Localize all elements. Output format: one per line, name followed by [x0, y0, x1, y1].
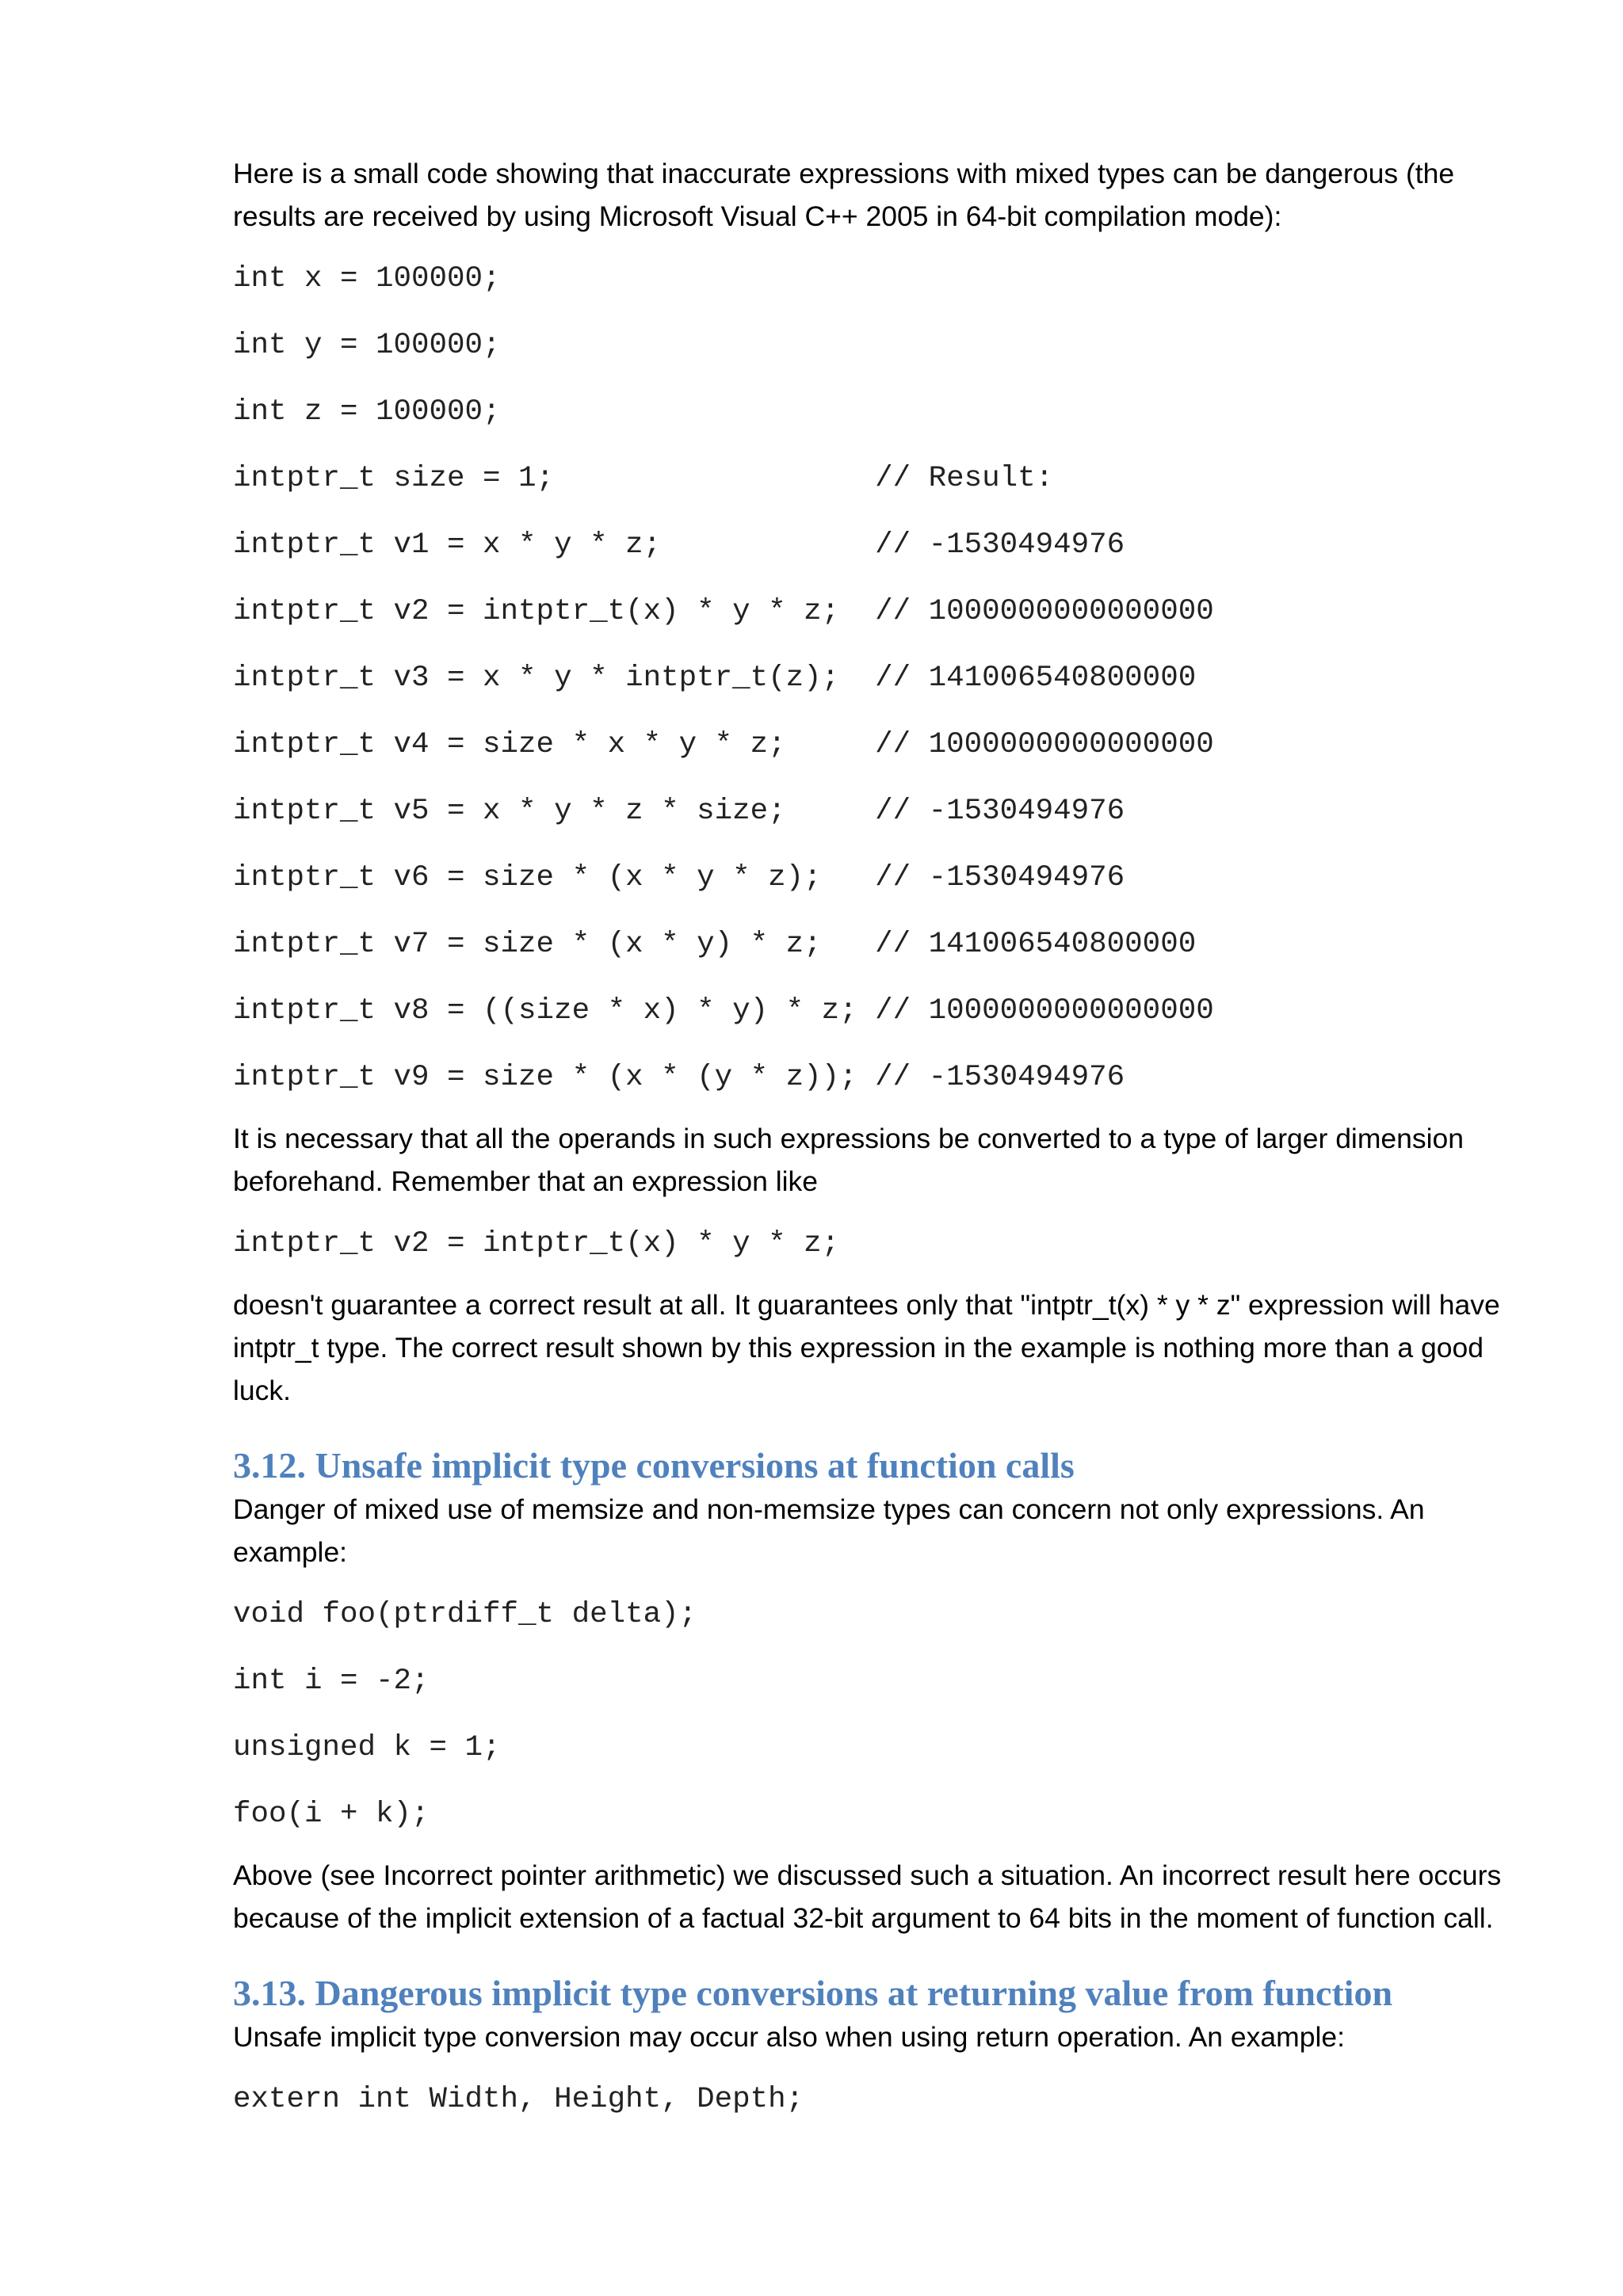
code-line: unsigned k = 1;: [233, 1731, 501, 1764]
code-line: intptr_t v2 = intptr_t(x) * y * z; // 1000000000000000: [233, 595, 1214, 628]
code-line: intptr_t v4 = size * x * y * z; // 1000000000000000: [233, 728, 1214, 761]
paragraph-return: Unsafe implicit type conversion may occur also when using return operation. An example:: [233, 2021, 1345, 2053]
code-line: intptr_t v7 = size * (x * y) * z; // 141006540800000: [233, 928, 1197, 961]
code-line: int x = 100000;: [233, 262, 501, 296]
code-line: intptr_t v8 = ((size * x) * y) * z; // 1000000000000000: [233, 994, 1214, 1028]
paragraph-operands: It is necessary that all the operands in such expressions be converted to a type of larger dimension beforehand. Remember that an expression like: [233, 1123, 1465, 1197]
document-page: [233, 152, 1533, 2117]
code-block-function-call: [233, 1597, 1533, 1832]
intro-paragraph: Here is a small code showing that inaccurate expressions with mixed types can be dangerous (the results are received by using Microsoft Visual C++ 2005 in 64-bit compilation mode):: [233, 158, 1455, 232]
code-line: intptr_t v1 = x * y * z; // -1530494976: [233, 528, 1125, 562]
code-line: intptr_t v3 = x * y * intptr_t(z); // 141006540800000: [233, 662, 1197, 695]
code-block-extern: [233, 2082, 1533, 2117]
code-line: intptr_t size = 1; // Result:: [233, 462, 1054, 495]
code-block-expression: [233, 1226, 1533, 1261]
code-line: intptr_t v6 = size * (x * y * z); // -1530494976: [233, 861, 1125, 894]
code-line: void foo(ptrdiff_t delta);: [233, 1598, 697, 1631]
section-heading-3-13: 3.13. Dangerous implicit type conversions at returning value from function: [233, 1973, 1393, 2013]
paragraph-danger: Danger of mixed use of memsize and non-memsize types can concern not only expressions. An example:: [233, 1493, 1425, 1568]
code-line: foo(i + k);: [233, 1798, 430, 1831]
code-line: intptr_t v2 = intptr_t(x) * y * z;: [233, 1227, 840, 1261]
code-block-mixed-types: [233, 261, 1533, 1095]
code-line: int z = 100000;: [233, 395, 501, 429]
code-line: extern int Width, Height, Depth;: [233, 2083, 804, 2116]
section-heading-3-12: 3.12. Unsafe implicit type conversions at function calls: [233, 1445, 1075, 1486]
paragraph-guarantee: doesn't guarantee a correct result at all. It guarantees only that "intptr_t(x) * y * z" expression will have intptr_t type. The correct result shown by this expression in the example is nothing more than a good luck.: [233, 1289, 1500, 1406]
paragraph-above: Above (see Incorrect pointer arithmetic) we discussed such a situation. An incorrect result here occurs because of the implicit extension of a factual 32-bit argument to 64 bits in the moment of function call.: [233, 1859, 1502, 1934]
code-line: int y = 100000;: [233, 329, 501, 362]
code-line: intptr_t v5 = x * y * z * size; // -1530494976: [233, 795, 1125, 828]
code-line: int i = -2;: [233, 1665, 430, 1698]
code-line: intptr_t v9 = size * (x * (y * z)); // -1530494976: [233, 1061, 1125, 1094]
